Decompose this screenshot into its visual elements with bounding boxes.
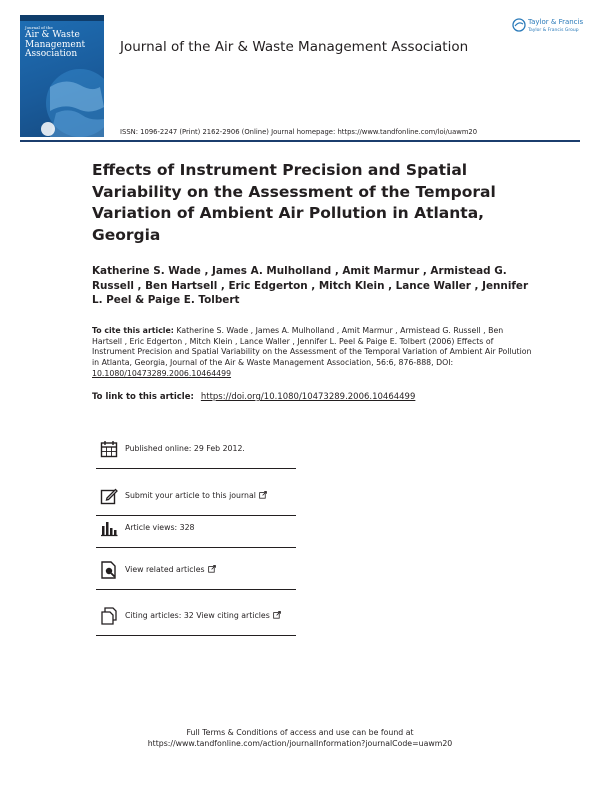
cover-title	[25, 25, 103, 60]
cover-line-1: Air & Waste	[25, 30, 80, 40]
citation-text: Katherine S. Wade , James A. Mulholland , Amit Marmur , Armistead G. Russell , Ben Hartsell , Eric Edgerton , Mitch Klein , Lance Waller , Jennifer L. Peel & Paige E. Tolbert (2006) Effects of Instrument Precision and Spatial Variability on the Assessment of the Temporal Variation of Ambient Air Pollution in Atlanta, Georgia, Journal of the Air & Waste Management Association, 56:6, 876-888, DOI:	[92, 326, 532, 368]
external-link-icon	[259, 491, 267, 499]
search-document-icon	[100, 561, 118, 579]
globe-graphic	[20, 67, 104, 137]
cover-small-text: Journal of the	[25, 25, 53, 30]
journal-information-link[interactable]: https://www.tandfonline.com/action/journalInformation?journalCode=uawm20	[147, 739, 453, 748]
journal-homepage-link[interactable]: https://www.tandfonline.com/loi/uawm20	[337, 128, 478, 136]
article-views-text: Article views: 328	[125, 523, 195, 532]
publisher-logo-group: Taylor & Francis Group	[528, 28, 579, 33]
terms-footer-line-1: Full Terms & Conditions of access and use can be found at	[186, 728, 414, 737]
external-link-icon	[208, 565, 216, 573]
submit-article-link[interactable]	[125, 491, 267, 500]
cover-line-3: Association	[25, 49, 78, 59]
submit-article-row[interactable]	[96, 483, 296, 516]
external-link-icon	[273, 611, 281, 619]
publisher-logo-name: Taylor & Francis	[528, 18, 584, 26]
published-online-row	[96, 436, 296, 469]
calendar-icon	[100, 440, 118, 458]
related-articles-row[interactable]	[96, 557, 296, 590]
publisher-logo[interactable]	[512, 16, 584, 42]
article-views-row	[96, 515, 296, 548]
submit-article-text: Submit your article to this journal	[125, 491, 256, 500]
bar-chart-icon	[100, 519, 118, 537]
journal-title: Journal of the Air & Waste Management Association	[120, 39, 469, 55]
issn-line	[120, 128, 477, 136]
cover-top-band	[20, 15, 104, 21]
related-articles-text: View related articles	[125, 565, 205, 574]
header-divider	[20, 140, 580, 142]
citation-doi-link[interactable]: 10.1080/10473289.2006.10464499	[92, 368, 232, 378]
issn-text: ISSN: 1096-2247 (Print) 2162-2906 (Online) Journal homepage:	[120, 128, 338, 136]
related-articles-link[interactable]	[125, 565, 216, 574]
citation-block	[92, 326, 532, 380]
citing-articles-row[interactable]	[96, 603, 296, 636]
article-link-block	[92, 392, 532, 402]
citing-articles-link[interactable]	[125, 611, 281, 620]
citing-articles-text: Citing articles: 32 View citing articles	[125, 611, 270, 620]
article-link-label: To link to this article:	[92, 392, 197, 402]
publisher-logo-icon	[512, 18, 526, 32]
citing-articles-icon	[100, 607, 118, 625]
cover-line-2: Management	[25, 39, 86, 50]
edit-icon	[100, 487, 118, 505]
journal-cover-image	[20, 15, 104, 137]
published-online-text: Published online: 29 Feb 2012.	[125, 444, 245, 453]
article-authors: Katherine S. Wade , James A. Mulholland , Amit Marmur , Armistead G. Russell , Ben Hartsell , Eric Edgerton , Mitch Klein , Lance Waller , Jennifer L. Peel & Paige E. Tolbert	[92, 265, 529, 307]
citation-label: To cite this article:	[92, 326, 174, 335]
terms-footer	[0, 727, 600, 749]
article-title: Effects of Instrument Precision and Spatial Variability on the Assessment of the Temporal Variation of Ambient Air Pollution in Atlanta, Georgia	[92, 161, 496, 244]
article-doi-url[interactable]: https://doi.org/10.1080/10473289.2006.10464499	[200, 392, 416, 402]
